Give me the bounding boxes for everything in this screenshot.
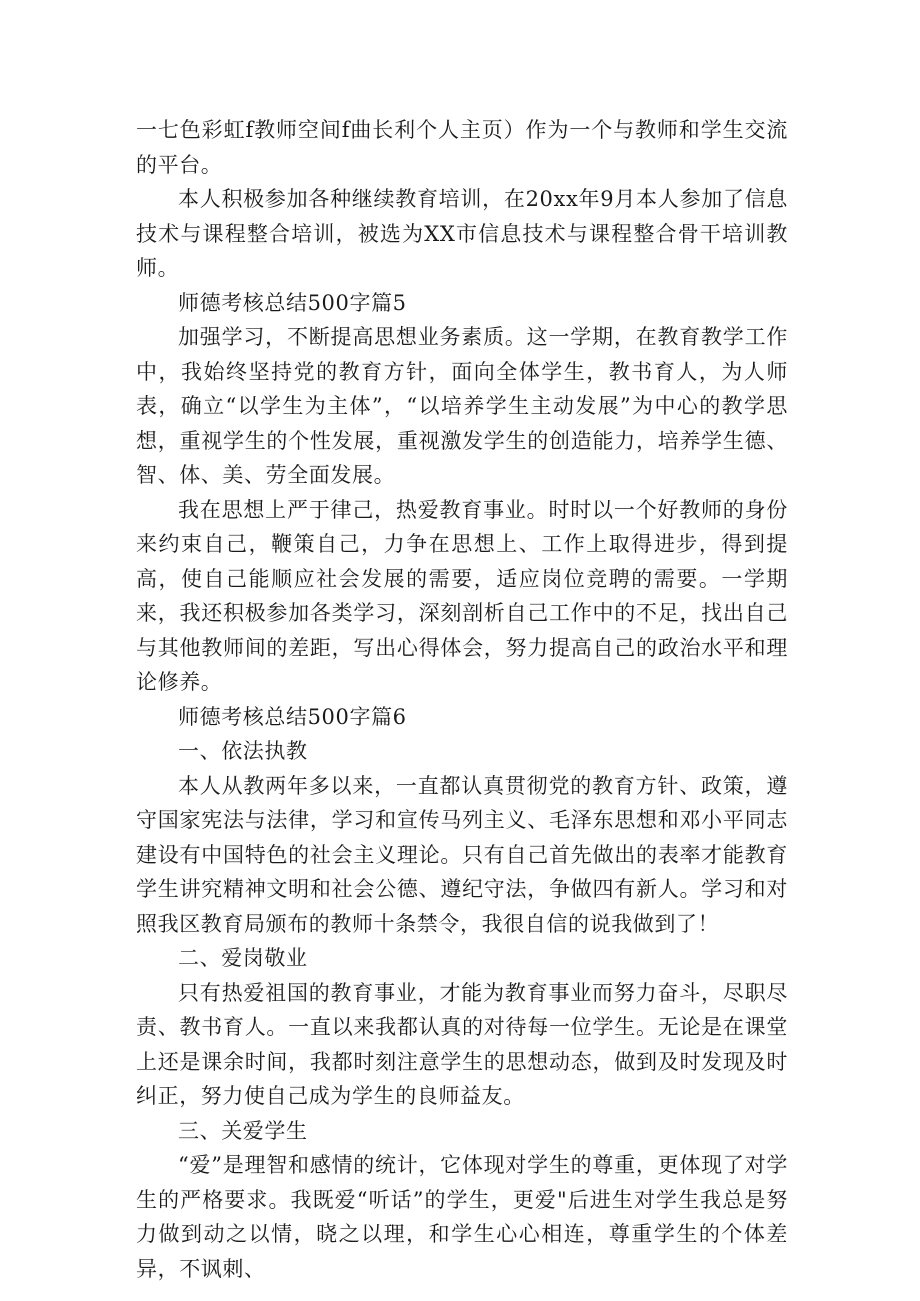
section-heading-part5: 师德考核总结500字篇5 <box>178 290 407 315</box>
paragraph-study: 加强学习，不断提高思想业务素质。这一学期，在教育教学工作中，我始终坚持党的教育方针，面向全体学生，教书育人，为人师表，确立“以学生为主体”，“以培养学生主动发展”为中心的教学思想，重视学生的个性发展，重视激发学生的创造能力，培养学生德、智、体、美、劳全面发展。 <box>136 325 788 487</box>
subheading-dedication: 二、爱岗敬业 <box>178 946 308 970</box>
document-body <box>136 113 788 1286</box>
paragraph-care: “爱”是理智和感情的统计，它体现对学生的尊重，更体现了对学生的严格要求。我既爱“听话”的学生，更爱"后进生对学生我总是努力做到动之以情，晓之以理，和学生心心相连，尊重学生的个体差异，不讽刺、 <box>136 1153 788 1281</box>
paragraph-continuation: 一七色彩虹f教师空间f曲长利个人主页）作为一个与教师和学生交流的平台。 <box>136 118 788 177</box>
subheading-care: 三、关爱学生 <box>178 1118 308 1143</box>
paragraph-law: 本人从教两年多以来，一直都认真贯彻党的教育方针、政策，遵守国家宪法与法律，学习和宣传马列主义、毛泽东思想和邓小平同志建设有中国特色的社会主义理论。只有自己首先做出的表率才能教育学生讲究精神文明和社会公德、遵纪守法，争做四有新人。学习和对照我区教育局颁布的教师十条禁令，我很自信的说我做到了！ <box>136 773 788 936</box>
paragraph-dedication: 只有热爱祖国的教育事业，才能为教育事业而努力奋斗，尽职尽责、教书育人。一直以来我都认真的对待每一位学生。无论是在课堂上还是课余时间，我都时刻注意学生的思想动态，做到及时发现及时纠正，努力使自己成为学生的良师益友。 <box>136 980 788 1108</box>
subheading-law: 一、依法执教 <box>178 739 308 763</box>
paragraph-training: 本人积极参加各种继续教育培训，在20xx年9月本人参加了信息技术与课程整合培训，被选为XX市信息技术与课程整合骨干培训教师。 <box>136 187 788 280</box>
section-heading-part6: 师德考核总结500字篇6 <box>178 704 407 729</box>
paragraph-self-discipline: 我在思想上严于律己，热爱教育事业。时时以一个好教师的身份来约束自己，鞭策自己，力争在思想上、工作上取得进步，得到提高，使自己能顺应社会发展的需要，适应岗位竞聘的需要。一学期来，我还积极参加各类学习，深刻剖析自己工作中的不足，找出自己与其他教师间的差距，写出心得体会，努力提高自己的政治水平和理论修养。 <box>136 497 788 694</box>
